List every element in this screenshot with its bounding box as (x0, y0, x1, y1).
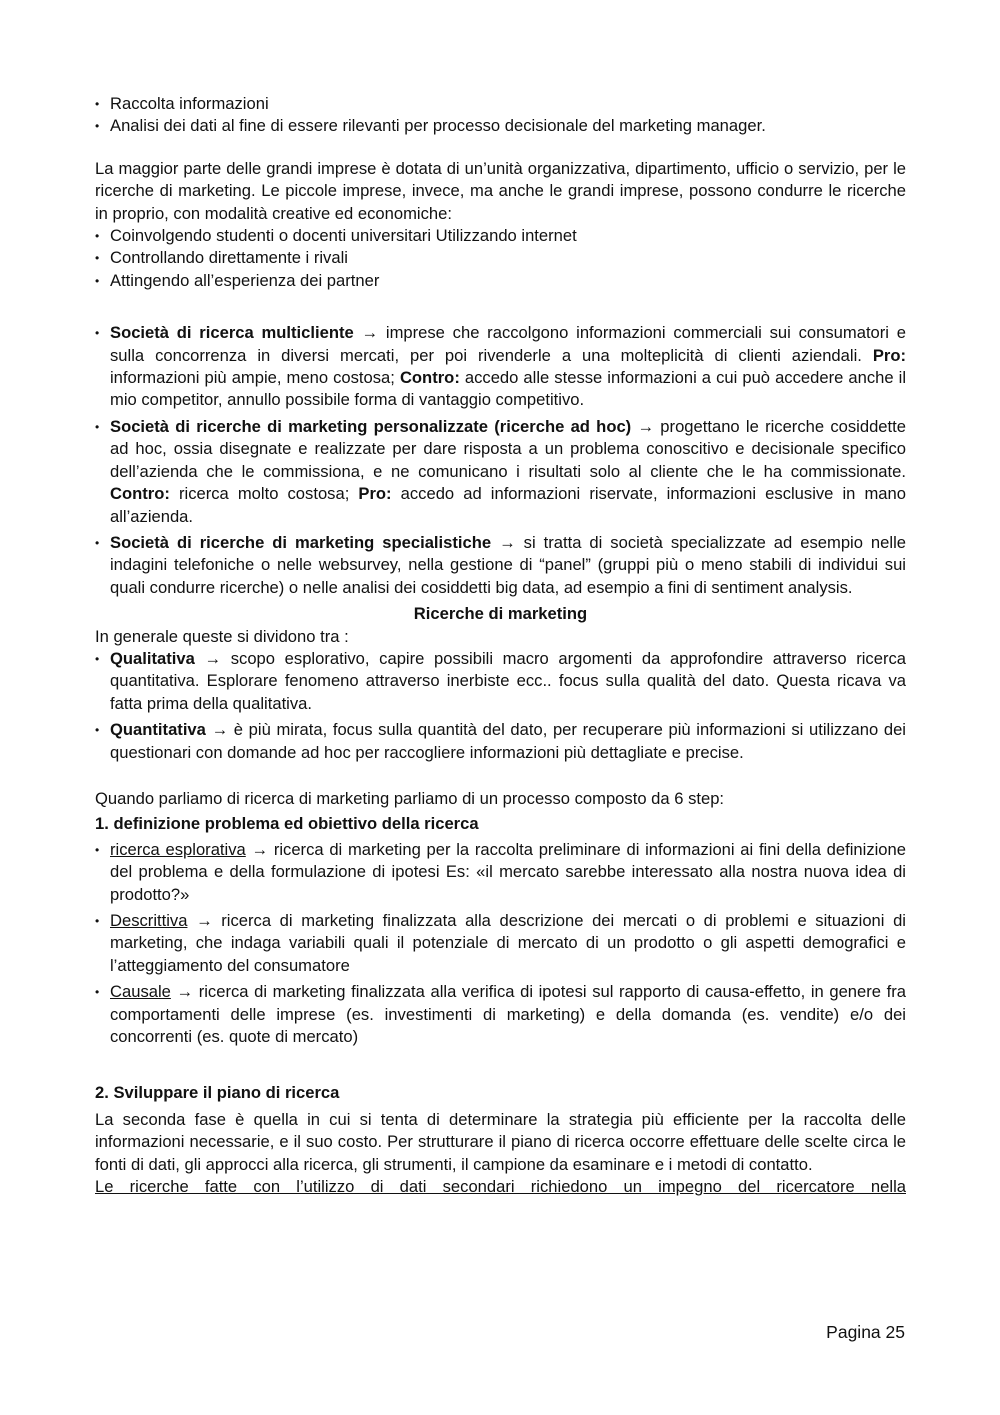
paragraph-step2: La seconda fase è quella in cui si tenta di determinare la strategia più efficiente per la raccolta delle informazioni necessarie, e il suo costo. Per strutturare il piano di ricerca occorre effettuare delle scelte circa le fonti di dati, gli approcci alla ricerca, gli strumenti, il campione da esaminare e i metodi di contatto. (95, 1109, 906, 1174)
paragraph-grandi-imprese: La maggior parte delle grandi imprese è dotata di un’unità organizzativa, dipartimento, ufficio o servizio, per le ricerche di marketing. Le piccole imprese, invece, ma anche le grandi imprese, possono condurre le ricerche in proprio, con modalità creative ed economiche: (95, 158, 906, 223)
paragraph-underlined: Le ricerche fatte con l’utilizzo di dati secondari richiedono un impegno del ricercatore nella (95, 1177, 906, 1197)
term-specialistiche: Società di ricerche di marketing specialistiche (110, 532, 492, 552)
page-number: Pagina 25 (826, 1322, 905, 1342)
arrow-icon: → (361, 323, 379, 343)
list-item: • Analisi dei dati al fine di essere rilevanti per processo decisionale del marketing manager. (95, 115, 906, 137)
heading-ricerche: Ricerche di marketing (413, 604, 588, 624)
list-item-multicliente: • Società di ricerca multicliente → imprese che raccolgono informazioni commerciali sui consumatori e sulla concorrenza in diversi mercati, per poi rivenderle a una molteplicità di clienti aziendali. Pro: informazioni più ampie, meno costosa; Contro: accedo alle stesse informazioni a cui può accedere anche il mio competitor, annullo possibile forma di vantaggio competitivo. (95, 322, 906, 412)
step-1-heading: 1. definizione problema ed obiettivo della ricerca (95, 814, 479, 834)
term-qualitativa: Qualitativa (110, 648, 195, 668)
contro-label: Contro: (399, 368, 460, 388)
list-item: • Controllando direttamente i rivali (95, 247, 906, 269)
term-personalizzate: Società di ricerche di marketing personalizzate (ricerche ad hoc) (110, 416, 632, 436)
list-item: • Coinvolgendo studenti o docenti universitari Utilizzando internet (95, 225, 906, 247)
arrow-icon: → (176, 982, 194, 1002)
page-body (95, 93, 906, 1198)
bullet-list-tipi (95, 648, 906, 764)
term-esplorativa: ricerca esplorativa (110, 839, 246, 859)
step-2-heading: 2. Sviluppare il piano di ricerca (95, 1083, 340, 1103)
contro-label: Contro: (110, 484, 170, 504)
term-descrittiva: Descrittiva (110, 911, 188, 930)
list-item-qualitativa: • Qualitativa → scopo esplorativo, capire possibili macro argomenti da approfondire attraverso ricerca quantitativa. Esplorare fenomeno attraverso inerbiste ecc.. focus sulla qualità del dato. Questa ricava va fatta prima della qualitativa. (95, 648, 906, 715)
arrow-icon: → (211, 720, 229, 740)
arrow-icon: → (196, 911, 213, 930)
pro-label: Pro: (358, 484, 392, 504)
term-quantitativa: Quantitativa (110, 720, 206, 740)
list-item-specialistiche: • Società di ricerche di marketing specialistiche → si tratta di società specializzate ad esempio nelle indagini telefoniche o nelle websurvey, nella gestione di “panel” (gruppi più o meno stabili di individui sui quali condurre ricerche) o nelle analisi dei cosiddetti big data, ad esempio a fini di sentiment analysis. (95, 532, 906, 599)
arrow-icon: → (204, 648, 222, 668)
bullet-list-info (95, 93, 906, 138)
list-item-personalizzate: • Società di ricerche di marketing personalizzate (ricerche ad hoc) → progettano le ricerche cosiddette ad hoc, ossia disegnate e realizzate per dare risposta a un problema conoscitivo e decisionale specifico dell’azienda che le commissiona, e ne comunicano i risultati solo al cliente che le ha commissionate. Contro: ricerca molto costosa; Pro: accedo ad informazioni riservate, informazioni esclusive in mano all’azienda. (95, 416, 906, 528)
arrow-icon: → (637, 416, 655, 436)
list-item-causale: • Causale → ricerca di marketing finalizzata alla verifica di ipotesi sul rapporto di causa-effetto, in genere fra comportamenti delle imprese (es. investimenti di marketing) e della domanda (es. vendite) e/o dei concorrenti (es. quote di mercato) (95, 981, 906, 1048)
intro-tipi: In generale queste si dividono tra : (95, 626, 349, 646)
intro-processo: Quando parliamo di ricerca di marketing parliamo di un processo composto da 6 step: (95, 788, 725, 808)
list-item-descrittiva: • Descrittiva → ricerca di marketing finalizzata alla descrizione dei mercati o di problemi e situazioni di marketing, che indaga variabili quali il potenziale di mercato di un prodotto o gli aspetti demografici e l’atteggiamento del consumatore (95, 910, 906, 977)
arrow-icon: → (499, 532, 516, 552)
bullet-list-step1 (95, 839, 906, 1049)
term-causale: Causale (110, 982, 171, 1002)
list-item-esplorativa: • ricerca esplorativa → ricerca di marketing per la raccolta preliminare di informazioni ai fini della definizione del problema e della formulazione di ipotesi Es: «il mercato sarebbe interessato alla nostra nuova idea di prodotto?» (95, 839, 906, 906)
list-item: • Attingendo all’esperienza dei partner (95, 270, 906, 292)
bullet-list-societa (95, 322, 906, 599)
bullet-list-modalita (95, 225, 906, 292)
term-multicliente: Società di ricerca multicliente (110, 323, 354, 343)
arrow-icon: → (251, 839, 269, 859)
pro-label: Pro: (872, 345, 906, 365)
list-item-quantitativa: • Quantitativa → è più mirata, focus sulla quantità del dato, per recuperare più informazioni si utilizzano dei questionari con domande ad hoc per raccogliere informazioni più dettagliate e precise. (95, 719, 906, 764)
list-item: • Raccolta informazioni (95, 93, 906, 115)
